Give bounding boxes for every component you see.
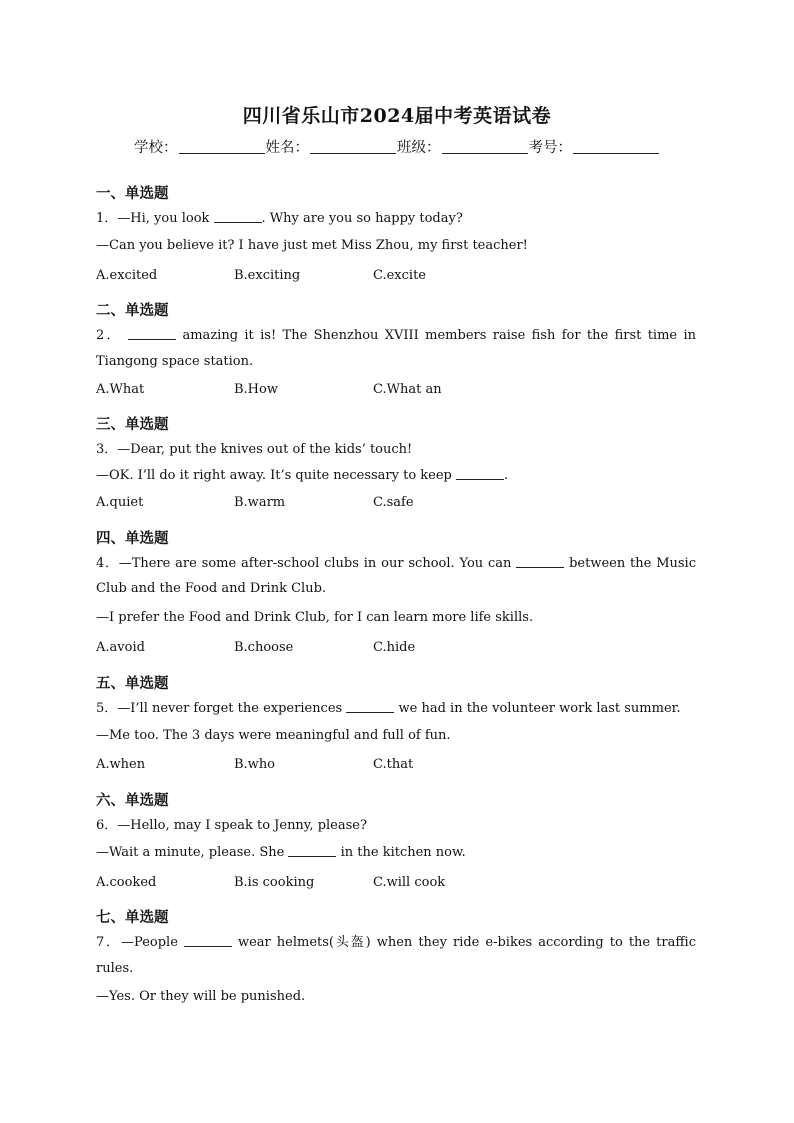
option-a[interactable]: A.quiet — [96, 495, 144, 510]
question-2-line-1: 2． amazing it is! The Shenzhou XVIII members raise fish for the first time in — [96, 328, 697, 343]
question-1-line-2: —Can you believe it? I have just met Miss Zhou, my first teacher! — [96, 238, 528, 253]
answer-blank — [184, 935, 232, 947]
section-heading-5: 五、单选题 — [96, 676, 169, 692]
option-a[interactable]: A.cooked — [96, 875, 157, 890]
option-b[interactable]: B.How — [234, 382, 278, 397]
question-5-line-2: —Me too. The 3 days were meaningful and full of fun. — [96, 728, 451, 743]
section-heading-7: 七、单选题 — [96, 910, 169, 926]
question-4-line-1: 4．—There are some after-school clubs in our school. You can between the Music — [96, 556, 696, 571]
option-b[interactable]: B.warm — [234, 495, 286, 510]
answer-blank — [346, 701, 394, 713]
question-4-line-2: Club and the Food and Drink Club. — [96, 581, 327, 596]
option-b[interactable]: B.exciting — [234, 268, 301, 283]
question-6-line-1: 6．—Hello, may I speak to Jenny, please? — [96, 818, 367, 833]
section-heading-3: 三、单选题 — [96, 417, 169, 433]
school-label: 学校： — [134, 140, 178, 156]
name-field[interactable] — [310, 139, 396, 154]
school-field[interactable] — [179, 139, 265, 154]
option-a[interactable]: A.excited — [96, 268, 158, 283]
option-c[interactable]: C.that — [373, 757, 414, 772]
answer-blank — [288, 845, 336, 857]
question-7-line-1: 7．—People wear helmets(头盔) when they ride e-bikes according to the traffic — [96, 935, 696, 950]
question-7-line-3: —Yes. Or they will be punished. — [96, 989, 306, 1004]
option-b[interactable]: B.is cooking — [234, 875, 315, 890]
option-c[interactable]: C.will cook — [373, 875, 446, 890]
question-2-line-2: Tiangong space station. — [96, 354, 254, 369]
class-field[interactable] — [442, 139, 528, 154]
answer-blank — [516, 556, 564, 568]
answer-blank — [214, 211, 262, 223]
option-b[interactable]: B.choose — [234, 640, 294, 655]
question-1-line-1: 1．—Hi, you look . Why are you so happy today? — [96, 211, 463, 226]
option-b[interactable]: B.who — [234, 757, 276, 772]
exam-no-label: 考号： — [528, 140, 572, 156]
option-a[interactable]: A.when — [96, 757, 146, 772]
answer-blank — [128, 328, 176, 340]
answer-blank — [456, 468, 504, 480]
option-c[interactable]: C.safe — [373, 495, 414, 510]
section-heading-1: 一、单选题 — [96, 186, 169, 202]
page-title: 四川省乐山市2024届中考英语试卷 — [242, 105, 552, 127]
section-heading-6: 六、单选题 — [96, 793, 169, 809]
class-label: 班级： — [397, 140, 441, 156]
question-3-line-1: 3．—Dear, put the knives out of the kids’ touch! — [96, 442, 413, 457]
section-heading-4: 四、单选题 — [96, 531, 169, 547]
question-5-line-1: 5．—I’ll never forget the experiences we had in the volunteer work last summer. — [96, 701, 681, 716]
section-heading-2: 二、单选题 — [96, 303, 169, 319]
option-a[interactable]: A.What — [96, 382, 145, 397]
question-3-line-2: —OK. I’ll do it right away. It’s quite necessary to keep . — [96, 468, 509, 483]
exam-no-field[interactable] — [573, 139, 659, 154]
option-a[interactable]: A.avoid — [96, 640, 145, 655]
question-4-line-3: —I prefer the Food and Drink Club, for I can learn more life skills. — [96, 610, 534, 625]
question-6-line-2: —Wait a minute, please. She in the kitchen now. — [96, 845, 466, 860]
name-label: 姓名： — [265, 140, 309, 156]
question-7-line-2: rules. — [96, 961, 134, 976]
option-c[interactable]: C.excite — [373, 268, 426, 283]
student-info-line — [0, 136, 794, 157]
option-c[interactable]: C.hide — [373, 640, 416, 655]
option-c[interactable]: C.What an — [373, 382, 442, 397]
